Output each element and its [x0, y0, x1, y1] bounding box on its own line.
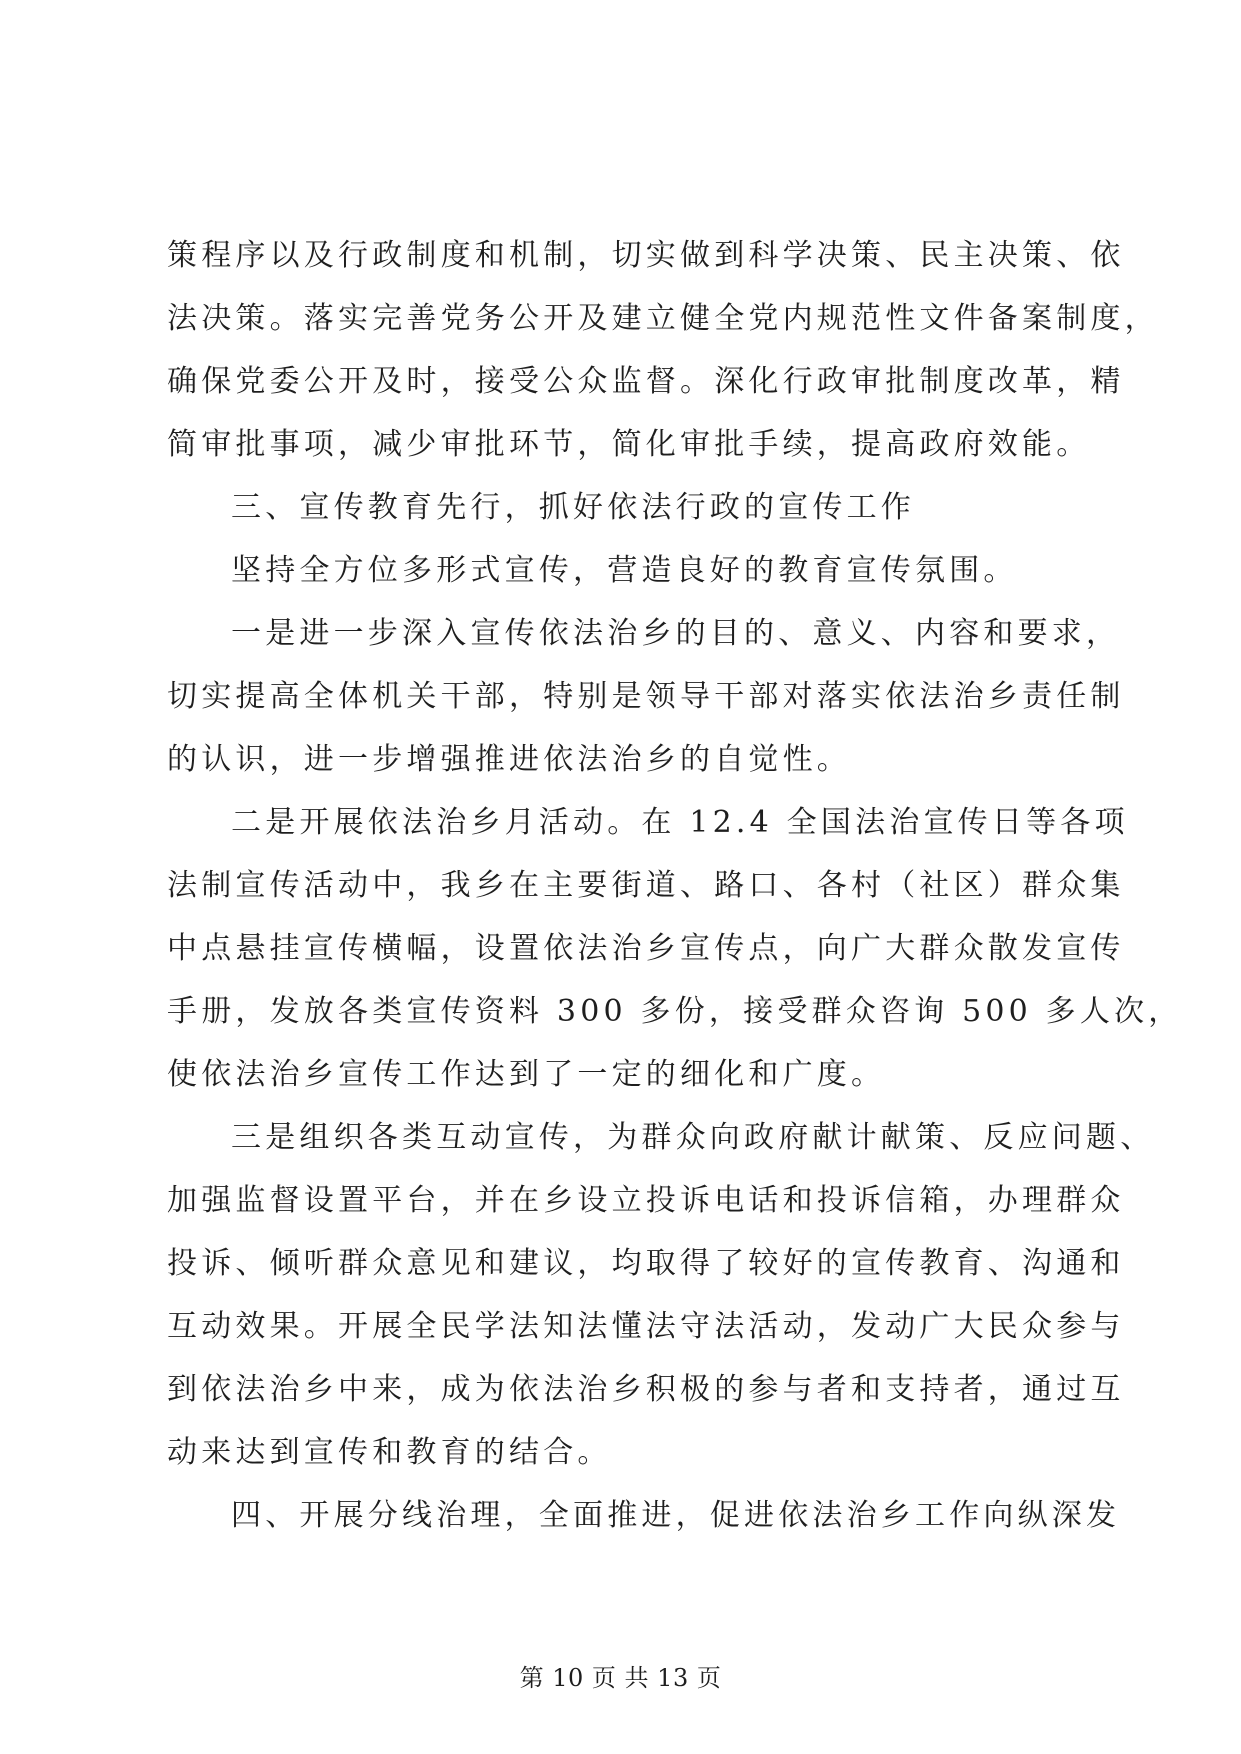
section-heading: 三、宣传教育先行，抓好依法行政的宣传工作: [231, 490, 915, 525]
body-line: 简审批事项，减少审批环节，简化审批手续，提高政府效能。: [167, 427, 1091, 462]
body-line: 法决策。落实完善党务公开及建立健全党内规范性文件备案制度，: [167, 301, 1159, 336]
body-line: 二是开展依法治乡月活动。在 12.4 全国法治宣传日等各项: [231, 805, 1129, 840]
body-line: 法制宣传活动中，我乡在主要街道、路口、各村（社区）群众集: [167, 868, 1125, 903]
body-line: 策程序以及行政制度和机制，切实做到科学决策、民主决策、依: [167, 238, 1125, 273]
body-line: 加强监督设置平台，并在乡设立投诉电话和投诉信箱，办理群众: [167, 1183, 1125, 1218]
body-line: 到依法治乡中来，成为依法治乡积极的参与者和支持者，通过互: [167, 1372, 1125, 1407]
body-line: 互动效果。开展全民学法知法懂法守法活动，发动广大民众参与: [167, 1309, 1125, 1344]
body-line: 使依法治乡宣传工作达到了一定的细化和广度。: [167, 1057, 886, 1092]
section-heading: 四、开展分线治理，全面推进，促进依法治乡工作向纵深发: [231, 1498, 1121, 1533]
body-line: 坚持全方位多形式宣传，营造良好的教育宣传氛围。: [231, 553, 1018, 588]
body-line: 中点悬挂宣传横幅，设置依法治乡宣传点，向广大群众散发宣传: [167, 931, 1125, 966]
body-line: 投诉、倾听群众意见和建议，均取得了较好的宣传教育、沟通和: [167, 1246, 1125, 1281]
body-line: 三是组织各类互动宣传，为群众向政府献计献策、反应问题、: [231, 1120, 1155, 1155]
body-line: 切实提高全体机关干部，特别是领导干部对落实依法治乡责任制: [167, 679, 1125, 714]
body-line: 确保党委公开及时，接受公众监督。深化行政审批制度改革，精: [167, 364, 1125, 399]
body-line: 手册，发放各类宣传资料 300 多份，接受群众咨询 500 多人次，: [167, 994, 1183, 1029]
body-line: 动来达到宣传和教育的结合。: [167, 1435, 612, 1470]
body-line: 的认识，进一步增强推进依法治乡的自觉性。: [167, 742, 851, 777]
page-number-footer: 第 10 页 共 13 页: [519, 1664, 722, 1692]
body-line: 一是进一步深入宣传依法治乡的目的、意义、内容和要求，: [231, 616, 1121, 651]
